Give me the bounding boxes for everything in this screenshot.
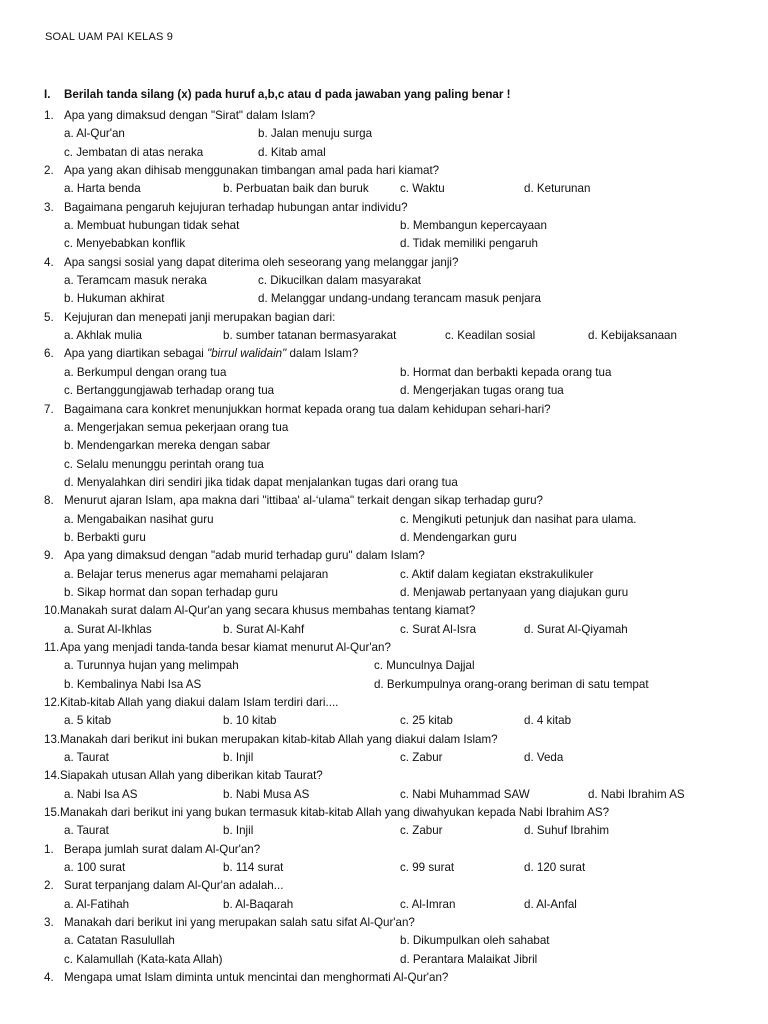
question-text: Apa yang dimaksud dengan "Sirat" dalam Islam? (64, 109, 316, 122)
question-text-part: dalam Islam? (286, 347, 359, 361)
answer-option[interactable]: c. Al-Imran (400, 897, 456, 911)
option-row (0, 235, 768, 253)
answer-option[interactable]: a. Mengabaikan nasihat guru (64, 512, 214, 526)
question-line (0, 199, 768, 217)
option-row (0, 511, 768, 529)
answer-option[interactable]: a. Teramcam masuk neraka (64, 274, 207, 288)
option-row (0, 272, 768, 290)
option-row (0, 125, 768, 143)
question-text: Bagaimana pengaruh kejujuran terhadap hubungan antar individu? (64, 200, 408, 214)
answer-option[interactable]: a. Berkumpul dengan orang tua (64, 365, 227, 379)
answer-option[interactable]: a. Membuat hubungan tidak sehat (64, 219, 240, 233)
question-number: 2. (44, 164, 54, 178)
answer-option[interactable]: d. 120 surat (524, 861, 586, 875)
answer-option[interactable]: a. Taurat (64, 751, 109, 765)
page-title: SOAL UAM PAI KELAS 9 (45, 31, 174, 43)
answer-option[interactable]: a. 100 surat (64, 861, 126, 875)
question-number: 10. (44, 604, 61, 618)
question-line (0, 547, 768, 565)
question-line (0, 804, 768, 822)
answer-option[interactable]: b. Injil (223, 824, 254, 838)
option-row (0, 621, 768, 639)
question-line (0, 254, 768, 272)
option-row (0, 144, 768, 162)
option-row (0, 327, 768, 345)
answer-option[interactable]: a. Al-Qur'an (64, 127, 125, 141)
answer-option[interactable]: b. Sikap hormat dan sopan terhadap guru (64, 585, 278, 599)
option-row (0, 657, 768, 675)
answer-option[interactable]: c. Zabur (400, 824, 443, 838)
question-number: 2. (44, 879, 54, 893)
option-row (0, 712, 768, 730)
question-text: Kitab-kitab Allah yang diakui dalam Islam terdiri dari.... (60, 696, 339, 709)
answer-option[interactable]: c. Nabi Muhammad SAW (400, 787, 530, 801)
answer-option[interactable]: d. Kebijaksanaan (588, 329, 677, 343)
question-text: Apa yang menjadi tanda-tanda besar kiamat menurut Al-Qur'an? (60, 640, 391, 654)
answer-option[interactable]: d. Tidak memiliki pengaruh (400, 237, 538, 251)
answer-option[interactable]: a. Harta benda (64, 182, 141, 196)
answer-option[interactable]: d. Surat Al-Qiyamah (524, 622, 628, 636)
question-number: 3. (44, 916, 54, 930)
answer-option[interactable]: b. sumber tatanan bermasyarakat (223, 329, 397, 343)
answer-option[interactable]: c. Bertanggungjawab terhadap orang tua (64, 384, 275, 398)
question-text: Apa yang akan dihisab menggunakan timbangan amal pada hari kiamat? (64, 164, 440, 178)
answer-option[interactable]: d. Nabi Ibrahim AS (588, 787, 685, 801)
answer-option[interactable]: a. Al-Fatihah (64, 897, 130, 911)
question-line (0, 969, 768, 987)
option-row (0, 419, 768, 437)
answer-option[interactable]: b. Hormat dan berbakti kepada orang tua (400, 365, 612, 379)
option-row (0, 786, 768, 804)
answer-option[interactable]: d. Menyalahkan diri sendiri jika tidak dapat menjalankan tugas dari orang tua (64, 475, 458, 489)
question-line (0, 841, 768, 859)
answer-option[interactable]: b. Membangun kepercayaan (400, 219, 547, 233)
answer-option[interactable]: a. Catatan Rasulullah (64, 934, 175, 948)
instruction-roman: I. (44, 88, 51, 101)
question-line (0, 492, 768, 510)
question-line (0, 639, 768, 657)
question-line (0, 877, 768, 895)
answer-option[interactable]: b. Kembalinya Nabi Isa AS (64, 677, 202, 691)
answer-option[interactable]: c. Dikucilkan dalam masyarakat (258, 274, 422, 288)
answer-option[interactable]: c. Aktif dalam kegiatan ekstrakulikuler (400, 567, 594, 581)
option-row (0, 932, 768, 950)
question-number: 6. (44, 347, 54, 361)
answer-option[interactable]: b. Surat Al-Kahf (223, 622, 305, 636)
answer-option[interactable]: d. Veda (524, 751, 564, 765)
question-line (0, 401, 768, 419)
question-line (0, 309, 768, 327)
question-number: 4. (44, 971, 54, 985)
answer-option[interactable]: c. Menyebabkan konflik (64, 237, 186, 251)
option-row (0, 749, 768, 767)
answer-option[interactable]: a. Belajar terus menerus agar memahami pelajaran (64, 567, 329, 581)
option-row (0, 382, 768, 400)
question-list (0, 107, 768, 988)
option-row (0, 456, 768, 474)
answer-option[interactable]: a. 5 kitab (64, 714, 112, 728)
answer-option[interactable]: d. Menjawab pertanyaan yang diajukan guru (400, 585, 629, 599)
question-text: Siapakah utusan Allah yang diberikan kitab Taurat? (60, 769, 323, 783)
answer-option[interactable]: d. Suhuf Ibrahim (524, 824, 610, 838)
option-row (0, 822, 768, 840)
answer-option[interactable]: b. Injil (223, 751, 254, 765)
option-row (0, 676, 768, 694)
question-number: 8. (44, 494, 54, 508)
answer-option[interactable]: c. Munculnya Dajjal (374, 659, 475, 673)
question-text: Bagaimana cara konkret menunjukkan hormat kepada orang tua dalam kehidupan sehari-hari? (64, 402, 551, 416)
answer-option[interactable]: c. Zabur (400, 751, 443, 765)
answer-option[interactable]: a. Nabi Isa AS (64, 787, 138, 801)
question-number: 1. (44, 842, 54, 856)
question-text: Menurut ajaran Islam, apa makna dari "ittibaa' al-‘ulama" terkait dengan sikap terhadap guru? (64, 494, 543, 508)
option-row (0, 474, 768, 492)
answer-option[interactable]: a. Turunnya hujan yang melimpah (64, 659, 239, 673)
answer-option[interactable]: b. Berbakti guru (64, 530, 146, 544)
question-line (0, 345, 768, 363)
question-line (0, 731, 768, 749)
answer-option[interactable]: a. Mengerjakan semua pekerjaan orang tua (64, 420, 289, 434)
question-text: Surat terpanjang dalam Al-Qur'an adalah... (64, 879, 284, 893)
option-row (0, 859, 768, 877)
question-number: 13. (44, 732, 61, 746)
question-number: 4. (44, 255, 54, 269)
question-number: 5. (44, 310, 54, 324)
option-row (0, 584, 768, 602)
answer-option[interactable]: b. Mendengarkan mereka dengan sabar (64, 439, 271, 453)
question-text-part: Apa yang diartikan sebagai (64, 347, 208, 361)
option-row (0, 529, 768, 547)
answer-option[interactable]: d. Mengerjakan tugas orang tua (400, 384, 564, 398)
question-number: 1. (44, 109, 54, 122)
question-text: Apa yang dimaksud dengan "adab murid terhadap guru" dalam Islam? (64, 549, 425, 563)
answer-option[interactable]: b. Perbuatan baik dan buruk (223, 182, 369, 196)
answer-option[interactable]: d. Keturunan (524, 182, 591, 196)
answer-option[interactable]: c. Kalamullah (Kata-kata Allah) (64, 952, 223, 966)
question-text: Kejujuran dan menepati janji merupakan bagian dari: (64, 310, 336, 324)
question-line (0, 162, 768, 180)
answer-option[interactable]: c. Keadilan sosial (445, 329, 536, 343)
answer-option[interactable]: b. Hukuman akhirat (64, 292, 165, 306)
answer-option[interactable]: d. Melanggar undang-undang terancam masuk penjara (258, 292, 541, 306)
answer-option[interactable]: d. Mendengarkan guru (400, 530, 517, 544)
answer-option[interactable]: c. Selalu menunggu perintah orang tua (64, 457, 264, 471)
question-number: 7. (44, 402, 54, 416)
question-line (0, 107, 768, 125)
answer-option[interactable]: d. 4 kitab (524, 714, 572, 728)
question-text: Manakah surat dalam Al-Qur'an yang secara khusus membahas tentang kiamat? (60, 604, 476, 618)
instruction (44, 88, 510, 101)
option-row (0, 180, 768, 198)
question-text-emphasis: "birrul walidain" (207, 347, 287, 361)
answer-option[interactable]: a. Akhlak mulia (64, 329, 142, 343)
answer-option[interactable]: c. Jembatan di atas neraka (64, 145, 204, 159)
question-text: Manakah dari berikut ini yang merupakan salah satu sifat Al-Qur'an? (64, 916, 415, 930)
option-row (0, 364, 768, 382)
question-text: Manakah dari berikut ini bukan merupakan kitab-kitab Allah yang diakui dalam Islam? (60, 732, 498, 746)
question-line (0, 602, 768, 620)
answer-option[interactable]: c. Mengikuti petunjuk dan nasihat para ulama. (400, 512, 637, 526)
question-line (0, 914, 768, 932)
question-number: 9. (44, 549, 54, 563)
option-row (0, 896, 768, 914)
question-text: Apa sangsi sosial yang dapat diterima oleh seseorang yang melanggar janji? (64, 255, 459, 269)
answer-option[interactable]: d. Al-Anfal (524, 897, 577, 911)
question-text: Mengapa umat Islam diminta untuk mencintai dan menghormati Al-Qur'an? (64, 971, 449, 985)
answer-option[interactable]: a. Taurat (64, 824, 109, 838)
answer-option[interactable]: c. 99 surat (400, 861, 455, 875)
question-number: 12. (44, 696, 61, 709)
question-line (0, 694, 768, 712)
question-number: 11. (44, 640, 60, 654)
question-number: 14. (44, 769, 61, 783)
option-row (0, 437, 768, 455)
question-text: Berapa jumlah surat dalam Al-Qur'an? (64, 842, 261, 856)
answer-option[interactable]: b. Dikumpulkan oleh sahabat (400, 934, 550, 948)
answer-option[interactable]: b. 10 kitab (223, 714, 277, 728)
option-row (0, 566, 768, 584)
option-row (0, 217, 768, 235)
answer-option[interactable]: d. Kitab amal (258, 145, 326, 159)
answer-option[interactable]: a. Surat Al-Ikhlas (64, 622, 152, 636)
answer-option[interactable]: b. 114 surat (223, 861, 284, 875)
question-line (0, 767, 768, 785)
answer-option[interactable]: c. Surat Al-Isra (400, 622, 477, 636)
option-row (0, 951, 768, 969)
question-number: 15. (44, 806, 61, 820)
answer-option[interactable]: b. Nabi Musa AS (223, 787, 310, 801)
answer-option[interactable]: b. Al-Baqarah (223, 897, 294, 911)
answer-option[interactable]: d. Perantara Malaikat Jibril (400, 952, 538, 966)
question-text: Manakah dari berikut ini yang bukan termasuk kitab-kitab Allah yang diwahyukan kepada Nabi Ibrahim AS? (60, 806, 610, 820)
question-text (64, 345, 358, 363)
answer-option[interactable]: c. 25 kitab (400, 714, 453, 728)
instruction-text: Berilah tanda silang (x) pada huruf a,b,c atau d pada jawaban yang paling benar ! (64, 88, 511, 101)
answer-option[interactable]: c. Waktu (400, 182, 445, 196)
question-number: 3. (44, 200, 54, 214)
option-row (0, 290, 768, 308)
answer-option[interactable]: b. Jalan menuju surga (258, 127, 373, 141)
answer-option[interactable]: d. Berkumpulnya orang-orang beriman di satu tempat (374, 677, 649, 691)
